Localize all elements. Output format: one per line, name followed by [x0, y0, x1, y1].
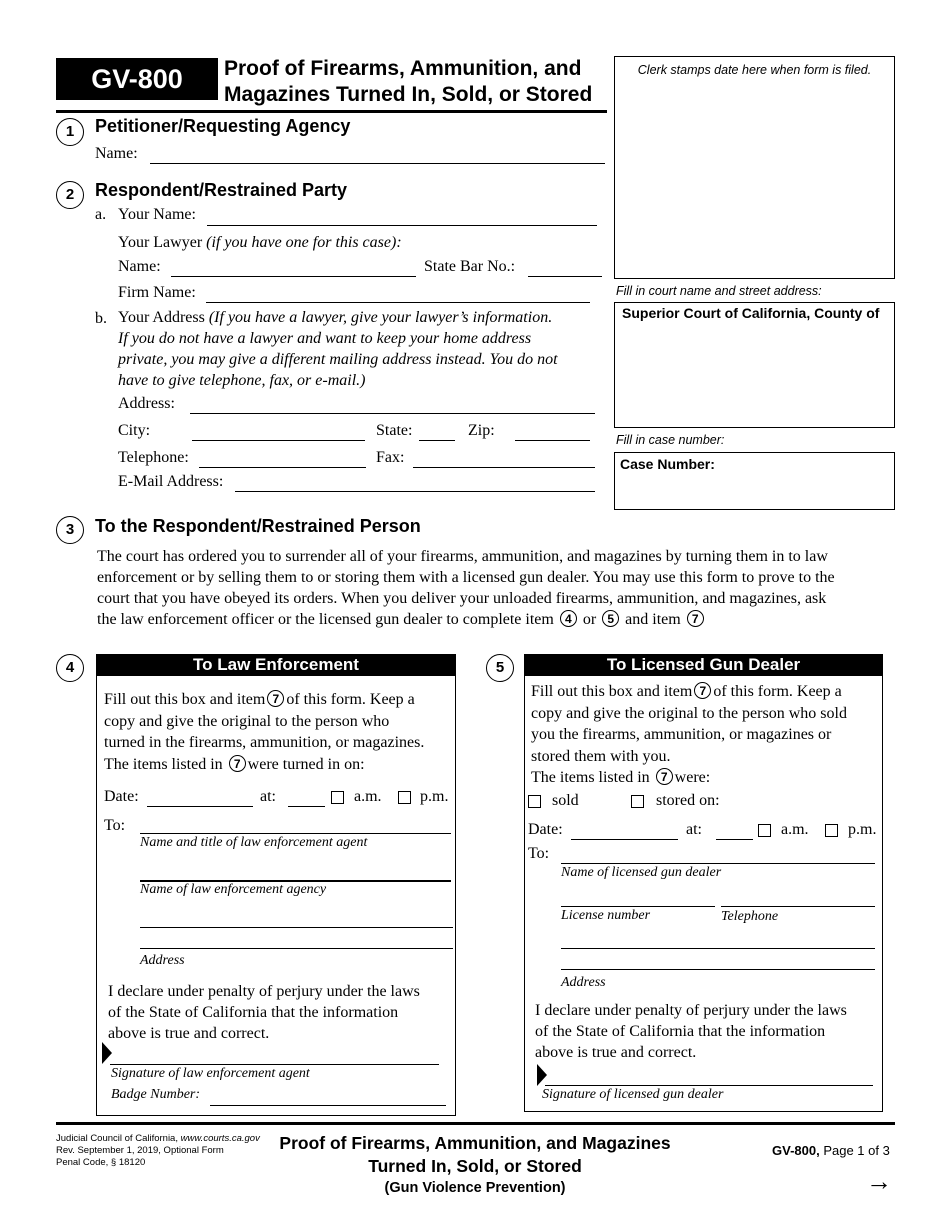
- le-agency-caption: Name of law enforcement agency: [140, 882, 327, 897]
- gd-stored-label: stored on:: [656, 792, 720, 809]
- le-ref-item-7b: 7: [229, 755, 246, 772]
- lawyer-name-label: Name:: [118, 258, 161, 275]
- section-1-number: 1: [56, 118, 84, 146]
- gd-signature-field[interactable]: [545, 1085, 873, 1086]
- footer-url[interactable]: www.courts.ca.gov: [180, 1133, 260, 1144]
- section-5-number: 5: [486, 654, 514, 682]
- fax-field[interactable]: [413, 467, 595, 468]
- your-name-field[interactable]: [207, 225, 597, 226]
- gd-sold-checkbox[interactable]: [528, 795, 541, 808]
- gd-declaration: I declare under penalty of perjury under the laws of the State of California that the information above is true and correct.: [535, 1002, 847, 1061]
- gd-address-caption: Address: [561, 975, 606, 990]
- footer-title: [240, 1132, 710, 1198]
- footer-council: Judicial Council of California,: [56, 1133, 178, 1144]
- section-1-heading: Petitioner/Requesting Agency: [95, 116, 351, 136]
- firm-name-label: Firm Name:: [118, 284, 196, 301]
- state-bar-field[interactable]: [528, 276, 602, 277]
- gd-dealer-caption: Name of licensed gun dealer: [561, 865, 722, 880]
- clerk-stamp-label: Clerk stamps date here when form is filed.: [637, 63, 872, 77]
- le-pm-checkbox[interactable]: [398, 791, 411, 804]
- footer-title-1: Proof of Firearms, Ammunition, and Magazines: [279, 1133, 671, 1153]
- your-address-block: [118, 307, 558, 391]
- gun-dealer-heading: To Licensed Gun Dealer: [524, 654, 883, 676]
- le-declaration: I declare under penalty of perjury under the laws of the State of California that the information above is true and correct.: [108, 983, 420, 1042]
- gd-signature-marker-icon: [537, 1064, 547, 1086]
- gd-am-label: a.m.: [781, 821, 809, 838]
- footer-citation: [56, 1133, 260, 1169]
- gd-address-field-2[interactable]: [561, 969, 875, 970]
- le-signature-caption: Signature of law enforcement agent: [111, 1066, 310, 1081]
- law-enforcement-heading: To Law Enforcement: [96, 654, 456, 676]
- footer-page-number: Page 1 of 3: [823, 1143, 890, 1158]
- address-label: Address:: [118, 395, 175, 412]
- section-3-paragraph: [97, 546, 835, 630]
- gd-address-field-1[interactable]: [561, 948, 875, 949]
- gd-ref-item-7b: 7: [656, 768, 673, 785]
- gd-dealer-field[interactable]: [561, 863, 875, 864]
- le-ref-item-7: 7: [267, 690, 284, 707]
- section-3-heading: To the Respondent/Restrained Person: [95, 516, 421, 536]
- address-note-1: (If you have a lawyer, give your lawyer’s information.: [208, 309, 553, 326]
- footer-page-info: [772, 1143, 890, 1158]
- le-time-field[interactable]: [288, 806, 325, 807]
- gd-pm-label: p.m.: [848, 821, 877, 838]
- header-rule: [56, 110, 607, 113]
- footer-code: Penal Code, § 18120: [56, 1157, 146, 1168]
- le-address-caption: Address: [140, 953, 185, 968]
- next-page-arrow-icon[interactable]: →: [866, 1166, 892, 1196]
- section-3-line-3: court that you have obeyed its orders. When you deliver your unloaded firearms, ammunition, and magazines, ask: [97, 590, 827, 607]
- gd-time-field[interactable]: [716, 839, 753, 840]
- le-agent-field[interactable]: [140, 833, 451, 834]
- court-caption: Fill in court name and street address:: [616, 284, 822, 298]
- address-field[interactable]: [190, 413, 595, 414]
- le-pm-label: p.m.: [420, 788, 449, 805]
- case-number-label: Case Number:: [620, 456, 715, 472]
- email-field[interactable]: [235, 491, 595, 492]
- telephone-label: Telephone:: [118, 449, 189, 466]
- le-address-field-1[interactable]: [140, 927, 453, 928]
- le-agent-caption: Name and title of law enforcement agent: [140, 835, 368, 850]
- state-label: State:: [376, 422, 413, 439]
- gd-license-field[interactable]: [561, 906, 715, 907]
- item-b-marker: b.: [95, 310, 107, 327]
- your-lawyer-label: [118, 234, 402, 252]
- gd-at-label: at:: [686, 821, 702, 838]
- case-number-box[interactable]: [614, 452, 895, 510]
- section-3-line-4: the law enforcement officer or the licensed gun dealer to complete item 4 or 5 and item 7: [97, 609, 835, 630]
- section-2-number: 2: [56, 181, 84, 209]
- le-date-label: Date:: [104, 788, 139, 805]
- gd-to-label: To:: [528, 845, 550, 862]
- city-label: City:: [118, 422, 151, 439]
- footer-title-2: Turned In, Sold, or Stored: [368, 1156, 582, 1176]
- gd-date-label: Date:: [528, 821, 563, 838]
- address-note-2: If you do not have a lawyer and want to keep your home address: [118, 330, 532, 347]
- ref-item-4: 4: [560, 610, 577, 627]
- gd-am-checkbox[interactable]: [758, 824, 771, 837]
- your-address-label: Your Address: [118, 309, 205, 326]
- address-note-4: have to give telephone, fax, or e-mail.): [118, 372, 366, 389]
- zip-label: Zip:: [468, 422, 495, 439]
- section-3-line-2: enforcement or by selling them to or storing them with a licensed gun dealer. You may use this form to prove to the: [97, 569, 835, 586]
- fax-label: Fax:: [376, 449, 405, 466]
- le-signature-field[interactable]: [110, 1064, 439, 1065]
- item-a-marker: a.: [95, 206, 107, 223]
- your-name-label: Your Name:: [118, 206, 196, 223]
- form-id-badge: GV-800: [56, 58, 218, 100]
- footer-form-id: GV-800,: [772, 1143, 820, 1158]
- zip-field[interactable]: [515, 440, 590, 441]
- le-to-label: To:: [104, 817, 126, 834]
- gd-sold-label: sold: [552, 792, 579, 809]
- court-name-box[interactable]: [614, 302, 895, 428]
- footer-rule: [56, 1122, 895, 1125]
- section-4-number: 4: [56, 654, 84, 682]
- address-note-3: private, you may give a different mailing address instead. You do not: [118, 351, 558, 368]
- dealer-intro: Fill out this box and item 7 of this form. Keep a copy and give the original to the person who sold you the firearms, ammunition, or magazines or stored them with you. The items listed in 7 were:: [531, 683, 847, 786]
- le-am-checkbox[interactable]: [331, 791, 344, 804]
- gd-stored-checkbox[interactable]: [631, 795, 644, 808]
- form-title-line1: Proof of Firearms, Ammunition, and: [224, 57, 582, 80]
- gd-pm-checkbox[interactable]: [825, 824, 838, 837]
- case-caption: Fill in case number:: [616, 433, 725, 447]
- lawyer-name-field[interactable]: [171, 276, 416, 277]
- gd-signature-caption: Signature of licensed gun dealer: [542, 1087, 724, 1102]
- law-intro: Fill out this box and item 7 of this form. Keep a copy and give the original to the person who turned in the firearms, ammunition, or magazines. The items listed in 7 were turned in on:: [104, 691, 425, 773]
- section-3-line-1: The court has ordered you to surrender all of your firearms, ammunition, and magazines by turning them in to law: [97, 548, 828, 565]
- le-address-field-2[interactable]: [140, 948, 453, 949]
- gd-ref-item-7: 7: [694, 682, 711, 699]
- state-field[interactable]: [419, 440, 455, 441]
- your-lawyer-text: Your Lawyer: [118, 234, 203, 251]
- city-field[interactable]: [192, 440, 365, 441]
- form-title-line2: Magazines Turned In, Sold, or Stored: [224, 83, 593, 106]
- gd-date-field[interactable]: [571, 839, 678, 840]
- court-title: Superior Court of California, County of: [622, 305, 880, 321]
- le-at-label: at:: [260, 788, 276, 805]
- section-3-number: 3: [56, 516, 84, 544]
- ref-item-5: 5: [602, 610, 619, 627]
- section-2-heading: Respondent/Restrained Party: [95, 180, 348, 200]
- le-signature-marker-icon: [102, 1042, 112, 1064]
- your-lawyer-note: (if you have one for this case):: [206, 234, 402, 251]
- form-title: [224, 56, 592, 108]
- footer-title-3: (Gun Violence Prevention): [384, 1180, 566, 1196]
- petitioner-name-field[interactable]: [150, 163, 605, 164]
- state-bar-label: State Bar No.:: [424, 258, 516, 275]
- le-date-field[interactable]: [147, 806, 253, 807]
- email-label: E-Mail Address:: [118, 473, 224, 490]
- le-am-label: a.m.: [354, 788, 382, 805]
- telephone-field[interactable]: [199, 467, 366, 468]
- footer-rev: Rev. September 1, 2019, Optional Form: [56, 1145, 224, 1156]
- ref-item-7: 7: [687, 610, 704, 627]
- le-badge-label: Badge Number:: [111, 1087, 201, 1102]
- clerk-stamp-box[interactable]: [614, 56, 895, 279]
- gd-license-caption: License number: [561, 908, 651, 923]
- le-badge-field[interactable]: [210, 1105, 446, 1106]
- gd-telephone-caption: Telephone: [721, 909, 779, 924]
- gd-telephone-field[interactable]: [721, 906, 875, 907]
- firm-name-field[interactable]: [206, 302, 590, 303]
- petitioner-name-label: Name:: [95, 145, 138, 162]
